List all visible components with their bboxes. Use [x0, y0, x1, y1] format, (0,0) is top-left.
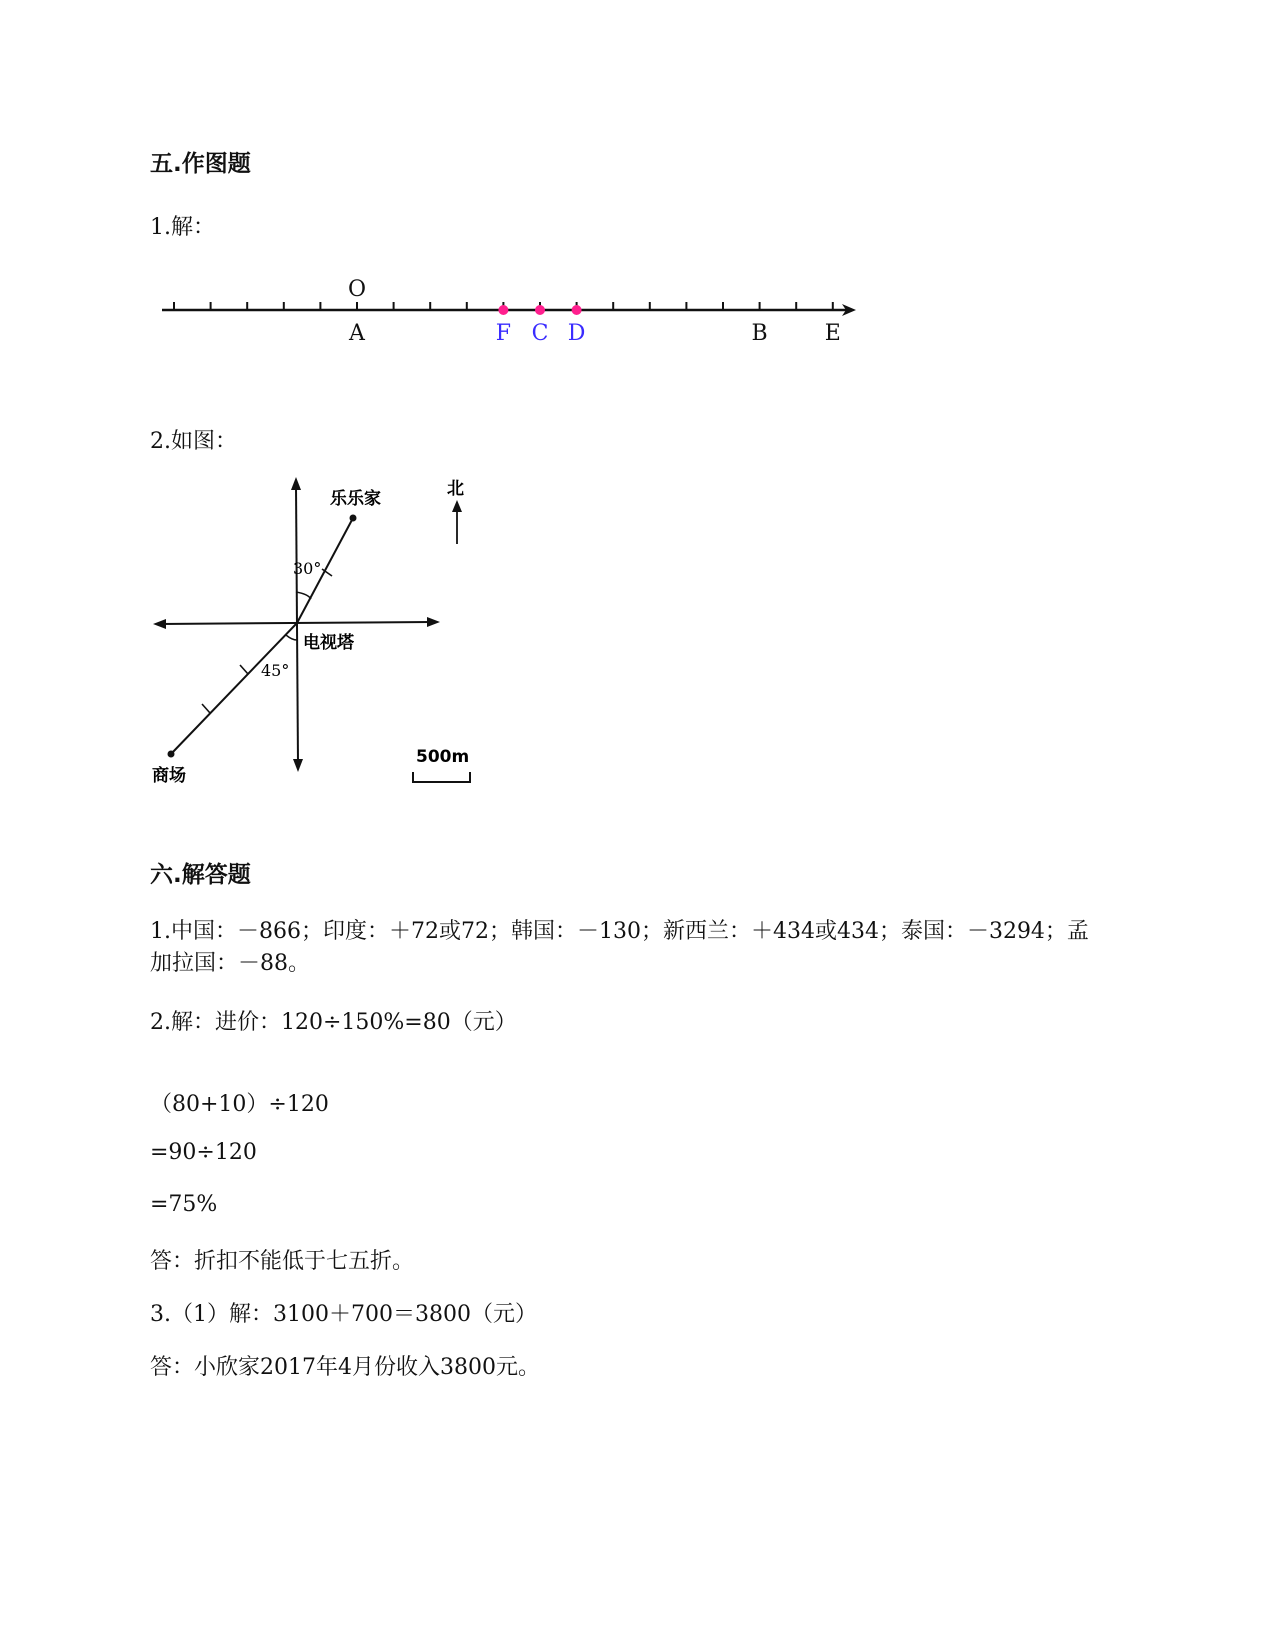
tower-label: 电视塔	[303, 633, 354, 653]
point-c-dot	[535, 305, 545, 315]
angle-home-label: 30°	[293, 559, 322, 578]
arrow-right-icon	[427, 617, 440, 627]
answer-2-line-1: 2.解：进价：120÷150%=80（元）	[150, 1010, 517, 1035]
scale-label: 500m	[416, 747, 470, 767]
mall-point	[168, 751, 175, 758]
point-f-dot	[498, 305, 508, 315]
point-d-label: D	[567, 321, 586, 346]
q2-label: 2.如图：	[150, 429, 237, 454]
north-arrow-icon	[452, 500, 462, 512]
north-label: 北	[447, 479, 464, 499]
mall-segment-mark-1	[240, 665, 248, 674]
point-f-label: F	[495, 321, 512, 346]
answer-2-line-2: （80+10）÷120	[150, 1092, 329, 1117]
arrow-down-icon	[293, 759, 303, 772]
line-to-mall	[171, 623, 297, 754]
point-o-label: O	[347, 277, 367, 302]
mall-segment-mark-2	[202, 704, 210, 713]
arrow-left-icon	[153, 619, 166, 629]
arrow-up-icon	[291, 477, 301, 490]
q1-label: 1.解：	[150, 215, 215, 240]
point-b-label: B	[751, 321, 768, 346]
angle-arc-mall	[286, 635, 297, 640]
point-d-dot	[572, 305, 582, 315]
answer-2-conclusion: 答：折扣不能低于七五折。	[150, 1249, 415, 1274]
point-c-label: C	[531, 321, 549, 346]
angle-arc-home	[296, 592, 311, 599]
section5-title: 五.作图题	[150, 151, 251, 177]
scale-bar	[413, 772, 470, 782]
answer-1: 1.中国：－866；印度：＋72或72；韩国：－130；新西兰：＋434或434；泰国：－3294；孟加拉国：－88。	[150, 919, 1089, 976]
home-point	[350, 515, 357, 522]
answer-2-line-3: =90÷120	[150, 1140, 257, 1165]
answer-3-line-1: 3.（1）解：3100＋700＝3800（元）	[150, 1302, 537, 1327]
number-line-figure	[150, 268, 870, 358]
point-a-label: A	[349, 321, 365, 346]
answer-3-conclusion: 答：小欣家2017年4月份收入3800元。	[150, 1355, 540, 1380]
home-label: 乐乐家	[330, 489, 381, 509]
direction-map-figure	[150, 472, 490, 812]
mall-label: 商场	[152, 766, 186, 786]
angle-mall-label: 45°	[261, 661, 290, 680]
point-e-label: E	[824, 321, 841, 346]
answer-2-line-4: =75%	[150, 1192, 218, 1217]
section6-title: 六.解答题	[150, 862, 251, 888]
